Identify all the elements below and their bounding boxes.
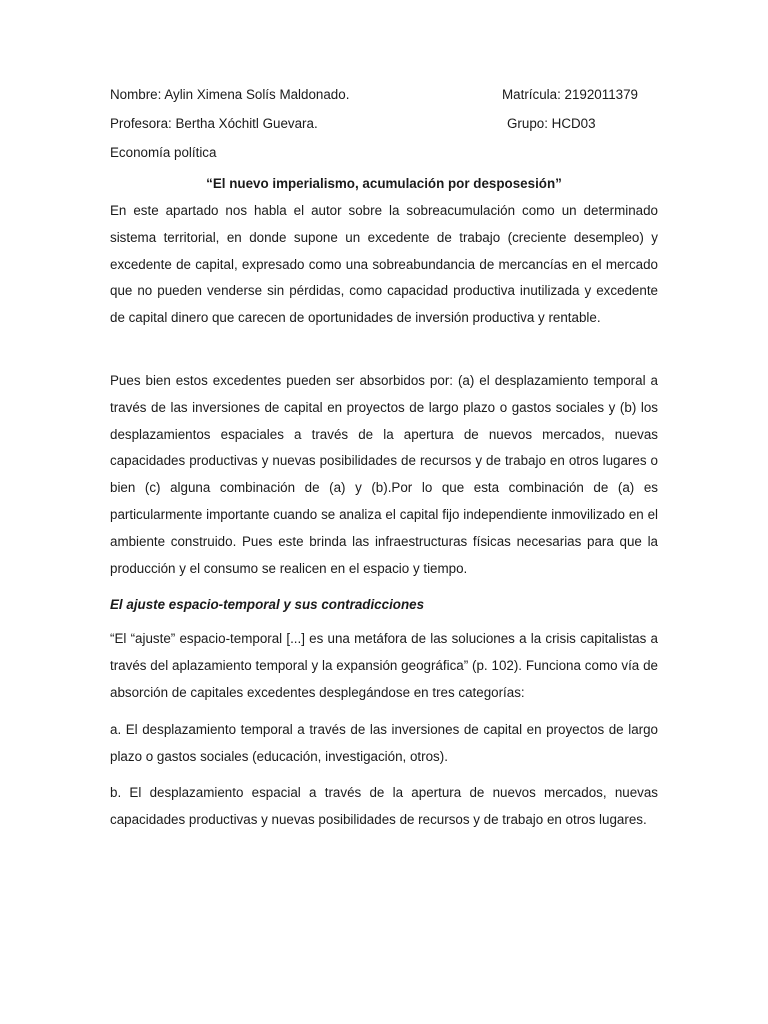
document-title: “El nuevo imperialismo, acumulación por desposesión” [206,176,562,191]
grupo: Grupo: HCD03 [507,116,596,131]
header-row-name [110,87,658,105]
paragraph-5: b. El desplazamiento espacial a través de la apertura de nuevos mercados, nuevas capacidades productivas y nuevas posibilidades de recursos y de trabajo en otros lugares. [110,785,658,827]
subject: Economía política [110,145,217,160]
paragraph-3: “El “ajuste” espacio-temporal [...] es una metáfora de las soluciones a la crisis capitalistas a través del aplazamiento temporal y la expansión geográfica” (p. 102). Funciona como vía de absorción de capitales excedentes desplegándose en tres categorías: [110,631,658,700]
paragraph-1: En este apartado nos habla el autor sobre la sobreacumulación como un determinado sistema territorial, en donde supone un excedente de trabajo (creciente desempleo) y excedente de capital, expresado como una sobreabundancia de mercancías en el mercado que no pueden venderse sin pérdidas, como capacidad productiva inutilizada y excedente de capital dinero que carecen de oportunidades de inversión productiva y rentable. [110,203,658,326]
subject-row [110,145,658,163]
student-name: Nombre: Aylin Ximena Solís Maldonado. [110,87,350,102]
header-row-profesora [110,116,658,134]
section-subheading: El ajuste espacio-temporal y sus contradicciones [110,597,425,612]
paragraph-2: Pues bien estos excedentes pueden ser absorbidos por: (a) el desplazamiento temporal a través de las inversiones de capital en proyectos de largo plazo o gastos sociales y (b) los desplazamientos espaciales a través de la apertura de nuevos mercados, nuevas capacidades productivas y nuevas posibilidades de recursos y de trabajo en otros lugares o bien (c) alguna combinación de (a) y (b).Por lo que esta combinación de (a) es particularmente importante cuando se analiza el capital fijo independiente inmovilizado en el ambiente construido. Pues este brinda las infraestructuras físicas necesarias para que la producción y el consumo se realicen en el espacio y tiempo. [110,373,658,576]
profesora-name: Profesora: Bertha Xóchitl Guevara. [110,116,318,131]
matricula: Matrícula: 2192011379 [502,87,638,102]
paragraph-4: a. El desplazamiento temporal a través de las inversiones de capital en proyectos de largo plazo o gastos sociales (educación, investigación, otros). [110,722,658,764]
